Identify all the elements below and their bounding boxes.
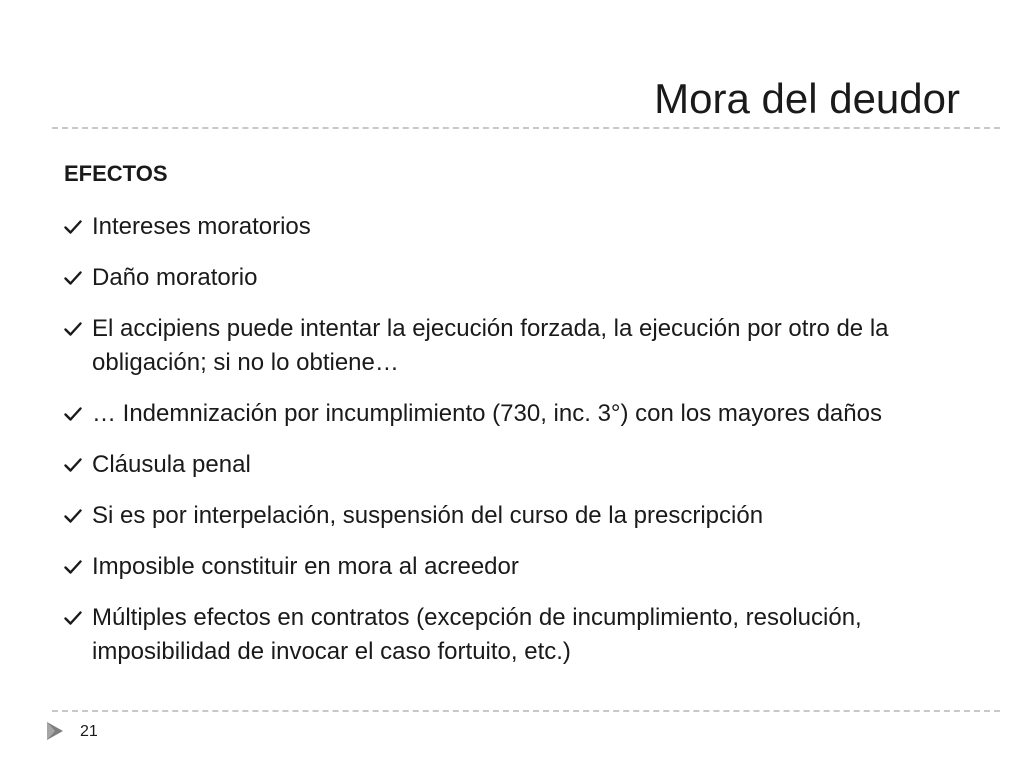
checkmark-icon xyxy=(64,397,92,431)
list-item xyxy=(64,210,974,244)
checkmark-icon xyxy=(64,448,92,482)
checkmark-icon xyxy=(64,210,92,244)
title-divider xyxy=(52,127,1000,129)
list-item xyxy=(64,312,974,380)
list-item xyxy=(64,601,974,669)
checkmark-icon xyxy=(64,601,92,635)
list-item xyxy=(64,499,974,533)
bullet-text: El accipiens puede intentar la ejecución forzada, la ejecución por otro de la obligación; si no lo obtiene… xyxy=(92,315,889,376)
bullet-text: Intereses moratorios xyxy=(92,213,311,240)
checkmark-icon xyxy=(64,550,92,584)
slide-title: Mora del deudor xyxy=(654,75,960,122)
list-item xyxy=(64,448,974,482)
bullet-text: Daño moratorio xyxy=(92,264,258,291)
bullet-list xyxy=(64,210,974,686)
bullet-text: … Indemnización por incumplimiento (730, inc. 3°) con los mayores daños xyxy=(92,400,882,427)
list-item xyxy=(64,397,974,431)
bullet-text: Imposible constituir en mora al acreedor xyxy=(92,553,519,580)
bullet-text: Si es por interpelación, suspensión del curso de la prescripción xyxy=(92,502,764,529)
checkmark-icon xyxy=(64,261,92,295)
list-item xyxy=(64,550,974,584)
section-heading: EFECTOS xyxy=(64,161,168,186)
triangle-arrow-icon xyxy=(44,720,66,742)
checkmark-icon xyxy=(64,499,92,533)
page-number: 21 xyxy=(80,723,98,740)
footer-divider xyxy=(52,710,1000,712)
checkmark-icon xyxy=(64,312,92,346)
bullet-text: Cláusula penal xyxy=(92,451,251,478)
bullet-text: Múltiples efectos en contratos (excepción de incumplimiento, resolución, imposibilidad de invocar el caso fortuito, etc.) xyxy=(92,604,862,665)
list-item xyxy=(64,261,974,295)
